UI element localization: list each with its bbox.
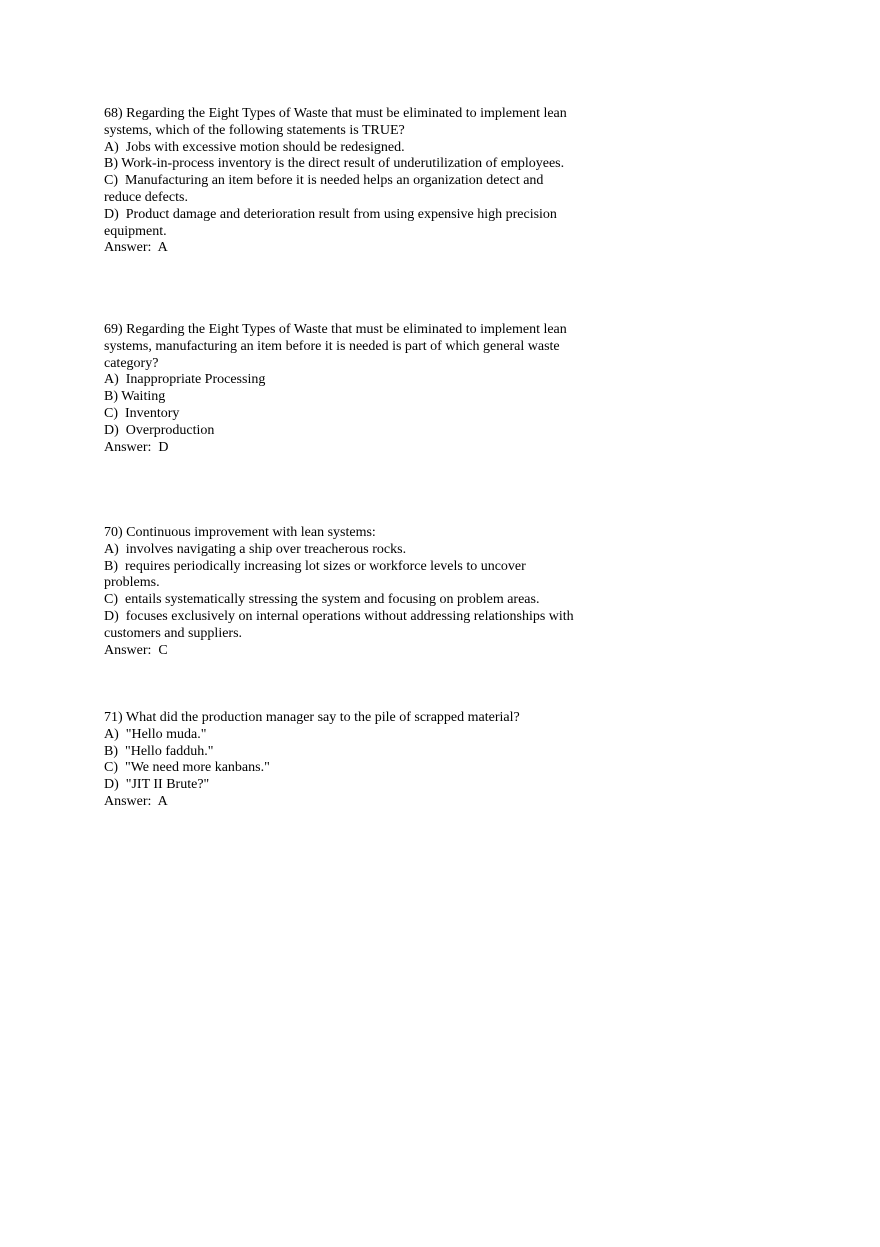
answer-option-b: B) Work-in-process inventory is the direct result of underutilization of employees. <box>104 156 565 172</box>
answer-option-a: A) Jobs with excessive motion should be redesigned. <box>104 139 405 155</box>
answer-option-a: A) "Hello muda." <box>104 726 207 742</box>
answer-option-b: B) Waiting <box>104 389 166 405</box>
answer-option-c: C) "We need more kanbans." <box>104 760 270 776</box>
answer-option-d: D) Overproduction <box>104 422 215 438</box>
answer-key: Answer: A <box>104 240 168 256</box>
answer-option-a: A) involves navigating a ship over treacherous rocks. <box>104 541 407 557</box>
question-stem-line: 69) Regarding the Eight Types of Waste that must be eliminated to implement lean <box>104 322 567 337</box>
question-70 <box>104 525 604 659</box>
question-stem-line: category? <box>104 355 159 371</box>
answer-key: Answer: A <box>104 793 168 809</box>
answer-option-c: C) entails systematically stressing the system and focusing on problem areas. <box>104 592 540 608</box>
question-69 <box>104 322 604 456</box>
answer-option-b: B) "Hello fadduh." <box>104 743 214 759</box>
answer-option-d: D) focuses exclusively on internal operations without addressing relationships with <box>104 608 574 624</box>
answer-option-d: D) Product damage and deterioration result from using expensive high precision <box>104 206 557 222</box>
answer-option-c: C) Inventory <box>104 405 180 421</box>
question-stem-line: systems, manufacturing an item before it is needed is part of which general waste <box>104 338 560 354</box>
question-stem-line: 70) Continuous improvement with lean systems: <box>104 525 376 540</box>
question-71 <box>104 710 604 811</box>
answer-key: Answer: D <box>104 439 169 455</box>
answer-option-d: D) "JIT II Brute?" <box>104 777 210 793</box>
answer-option-c: C) Manufacturing an item before it is needed helps an organization detect and <box>104 173 544 189</box>
answer-option-b-continued: problems. <box>104 575 160 591</box>
question-stem-line: 68) Regarding the Eight Types of Waste that must be eliminated to implement lean <box>104 106 567 121</box>
question-68 <box>104 106 604 257</box>
answer-option-c-continued: reduce defects. <box>104 189 188 205</box>
answer-option-d-continued: customers and suppliers. <box>104 625 243 641</box>
question-stem-line: 71) What did the production manager say to the pile of scrapped material? <box>104 710 520 725</box>
answer-option-b: B) requires periodically increasing lot sizes or workforce levels to uncover <box>104 558 526 574</box>
answer-key: Answer: C <box>104 642 168 658</box>
answer-option-a: A) Inappropriate Processing <box>104 372 266 388</box>
question-stem-line: systems, which of the following statements is TRUE? <box>104 122 405 138</box>
answer-option-d-continued: equipment. <box>104 223 167 239</box>
